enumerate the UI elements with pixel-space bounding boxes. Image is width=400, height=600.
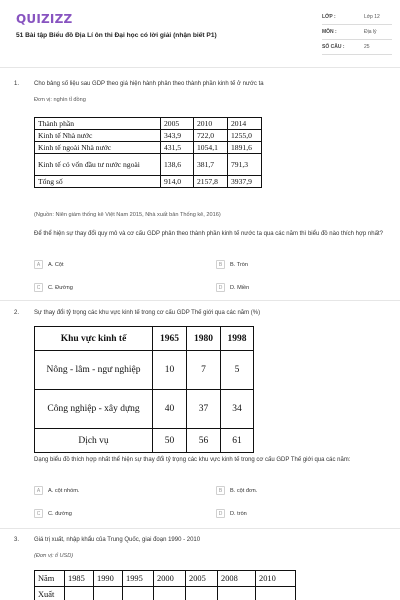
table-cell: [94, 587, 123, 600]
table-cell: 50: [153, 429, 187, 453]
table-cell: [218, 587, 256, 600]
table-header-row: [35, 571, 296, 587]
table-header-cell: 2005: [161, 118, 194, 130]
meta-info: [322, 10, 392, 55]
table-header-row: [35, 327, 254, 351]
option-letter: B: [216, 486, 225, 495]
option-d[interactable]: [216, 283, 249, 292]
meta-value: Lớp 12: [364, 14, 380, 20]
option-text: C. Đường: [48, 284, 73, 291]
option-text: D. tròn: [230, 510, 247, 517]
question-divider: [0, 528, 400, 529]
table-cell: 1054,1: [194, 142, 228, 154]
option-letter: A: [34, 260, 43, 269]
table-header-cell: Khu vực kinh tế: [35, 327, 153, 351]
table-cell: 61: [221, 429, 254, 453]
table-cell: 343,9: [161, 130, 194, 142]
option-text: B. cột đơn.: [230, 487, 258, 494]
option-text: A. cột nhóm.: [48, 487, 80, 494]
table-row: [35, 351, 254, 390]
table-header-cell: 2000: [154, 571, 186, 587]
option-text: D. Miền: [230, 284, 250, 291]
table-cell: 1891,6: [228, 142, 262, 154]
source-note: (Nguồn: Niên giám thống kê Việt Nam 2015, Nhà xuất bản Thống kê, 2016): [34, 212, 221, 218]
meta-value: Địa lý: [364, 29, 377, 35]
table-header-cell: 2005: [186, 571, 218, 587]
table-cell: Xuất: [35, 587, 65, 600]
table-header-cell: 2014: [228, 118, 262, 130]
trade-table: [34, 570, 296, 600]
table-row: [35, 154, 262, 176]
table-header-cell: 1980: [187, 327, 221, 351]
document-title: 51 Bài tập Biểu đồ Địa Lí ôn thi Đại học có lời giải (nhận biết P1): [16, 32, 217, 39]
question-number: 1.: [14, 81, 20, 87]
table-header-cell: 2008: [218, 571, 256, 587]
table-header-cell: 1965: [153, 327, 187, 351]
table-cell: 37: [187, 390, 221, 429]
option-letter: A: [34, 486, 43, 495]
table-cell: 431,5: [161, 142, 194, 154]
question-text: Sự thay đổi tỷ trọng các khu vực kinh tế trong cơ cấu GDP Thế giới qua các năm (%): [34, 310, 261, 316]
table-cell: 40: [153, 390, 187, 429]
quizizz-logo: QUIZIZZ: [16, 12, 73, 26]
table-row: [35, 142, 262, 154]
option-c[interactable]: [34, 509, 72, 518]
option-letter: D: [216, 509, 225, 518]
option-a[interactable]: [34, 260, 64, 269]
question-prompt: Để thể hiện sự thay đổi quy mô và cơ cấu GDP phân theo thành phần kinh tế nước ta qua các năm thì biểu đồ nào thích hợp nhất?: [34, 231, 383, 237]
table-cell: 56: [187, 429, 221, 453]
option-b[interactable]: [216, 260, 248, 269]
document-header: [0, 0, 400, 68]
table-cell: 2157,8: [194, 176, 228, 188]
table-cell: 138,6: [161, 154, 194, 176]
option-text: B. Tròn: [230, 261, 249, 268]
table-row: [35, 587, 296, 600]
question-text: Cho bảng số liệu sau GDP theo giá hiện hành phân theo thành phần kinh tế ở nước ta: [34, 81, 264, 87]
meta-label: SỐ CÂU :: [322, 44, 345, 50]
option-a[interactable]: [34, 486, 79, 495]
table-header-cell: 2010: [256, 571, 296, 587]
table-cell: 914,0: [161, 176, 194, 188]
question-prompt: Dạng biểu đồ thích hợp nhất thể hiện sự thay đổi tỷ trọng các khu vực kinh tế trong cơ cấu GDP Thế giới qua các năm:: [34, 457, 351, 463]
table-header-row: [35, 118, 262, 130]
table-cell: [186, 587, 218, 600]
table-row: [35, 176, 262, 188]
gdp-table: [34, 117, 262, 188]
table-cell: 5: [221, 351, 254, 390]
unit-label: (Đơn vị: tỉ USD): [34, 553, 74, 559]
table-cell: Dịch vụ: [35, 429, 153, 453]
table-cell: 1255,0: [228, 130, 262, 142]
table-cell: 722,0: [194, 130, 228, 142]
table-cell: 381,7: [194, 154, 228, 176]
table-header-cell: 2010: [194, 118, 228, 130]
option-letter: C: [34, 509, 43, 518]
meta-row-count: [322, 40, 392, 55]
table-header-cell: 1985: [65, 571, 94, 587]
table-row: [35, 130, 262, 142]
table-cell: Tổng số: [35, 176, 161, 188]
meta-row-subject: [322, 25, 392, 40]
option-b[interactable]: [216, 486, 257, 495]
unit-label: Đơn vị: nghìn tỉ đồng: [34, 97, 86, 103]
option-d[interactable]: [216, 509, 247, 518]
meta-value: 25: [364, 44, 370, 50]
option-text: A. Cột: [48, 261, 64, 268]
option-text: C. đường: [48, 510, 72, 517]
economic-sector-table: [34, 326, 254, 453]
question-divider: [0, 300, 400, 301]
table-header-cell: Thành phần: [35, 118, 161, 130]
meta-row-class: [322, 10, 392, 25]
table-cell: Nông - lâm - ngư nghiệp: [35, 351, 153, 390]
question-text: Giá trị xuất, nhập khẩu của Trung Quốc, giai đoạn 1990 - 2010: [34, 537, 201, 543]
table-header-cell: Năm: [35, 571, 65, 587]
table-header-cell: 1998: [221, 327, 254, 351]
table-cell: 10: [153, 351, 187, 390]
table-cell: 7: [187, 351, 221, 390]
option-letter: D: [216, 283, 225, 292]
table-cell: Kinh tế Nhà nước: [35, 130, 161, 142]
table-cell: 791,3: [228, 154, 262, 176]
option-c[interactable]: [34, 283, 73, 292]
option-letter: B: [216, 260, 225, 269]
question-number: 2.: [14, 310, 20, 316]
table-cell: [123, 587, 154, 600]
table-cell: Công nghiệp - xây dựng: [35, 390, 153, 429]
table-row: [35, 390, 254, 429]
meta-label: MÔN :: [322, 29, 337, 35]
table-cell: Kinh tế có vốn đầu tư nước ngoài: [35, 154, 161, 176]
meta-label: LỚP :: [322, 14, 336, 20]
table-cell: [154, 587, 186, 600]
table-cell: [256, 587, 296, 600]
option-letter: C: [34, 283, 43, 292]
table-cell: 3937,9: [228, 176, 262, 188]
question-number: 3.: [14, 537, 20, 543]
table-header-cell: 1995: [123, 571, 154, 587]
table-cell: Kinh tế ngoài Nhà nước: [35, 142, 161, 154]
table-cell: [65, 587, 94, 600]
table-row: [35, 429, 254, 453]
table-header-cell: 1990: [94, 571, 123, 587]
table-cell: 34: [221, 390, 254, 429]
